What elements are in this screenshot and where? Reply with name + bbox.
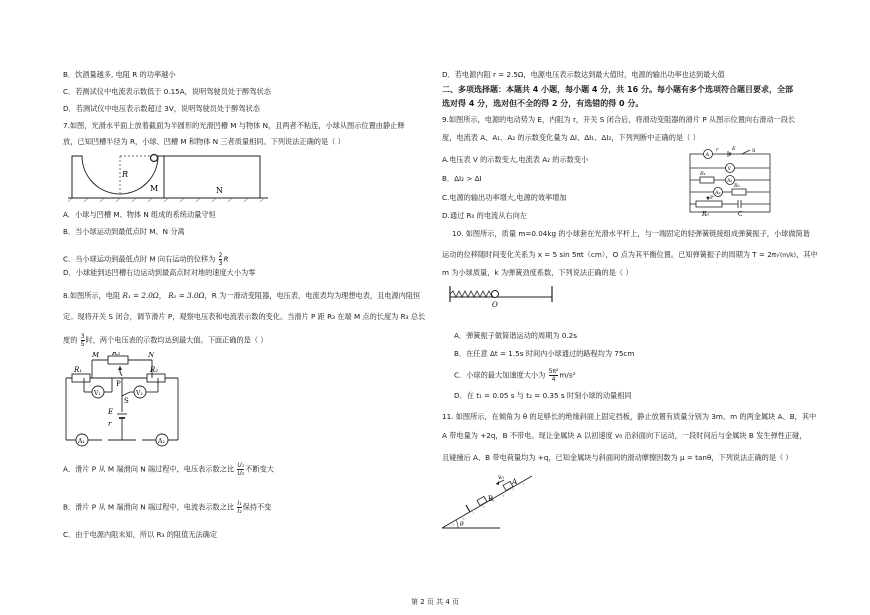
- svg-text:C: C: [738, 211, 743, 218]
- q8-option-d: D．若电源内阻 r = 2.5Ω，电源电压表示数达到最大值时，电源的输出功率也达到最大值: [442, 70, 725, 79]
- q8-stem-line3: 度的 $\frac{3}{5}$ 时，两个电压表的示数均达到最大值。下面正确的是（ ）: [63, 333, 268, 348]
- q9-stem-line2: 度，电流表 A、A₁、A₂ 的示数变化量为 ΔI、ΔI₁、ΔI₂，下列判断中正确的是（ ）: [442, 133, 700, 142]
- page-footer: 第 2 页 共 4 页: [410, 598, 460, 606]
- q6-option-d: D．若测试仪中电压表示数超过 3V，说明驾驶员处于醉驾状态: [63, 104, 260, 113]
- q11-stem-line2: A 带电量为 +2q，B 不带电。现让金属块 A 以初速度 v₀ 沿斜面向下运动，一段时间后与金属块 B 发生弹性正碰，: [442, 431, 807, 440]
- svg-text:A₁: A₁: [78, 438, 85, 445]
- q7-option-a: A．小球与凹槽 M、物体 N 组成的系统动量守恒: [63, 210, 216, 219]
- svg-text:E: E: [108, 408, 114, 416]
- q7-option-b: B．当小球运动到最低点时 M、N 分离: [63, 227, 185, 236]
- svg-text:A₁: A₁: [727, 178, 733, 184]
- q7-label-m: M: [150, 184, 159, 193]
- svg-text:R₁: R₁: [74, 366, 83, 374]
- q9-option-c: C.电源的输出功率增大,电源的效率增加: [442, 193, 567, 202]
- q7-stem-line2: 放，已知凹槽半径为 R，小球、凹槽 M 和物体 N 三者质量相同。下列说法正确的是（ ）: [63, 137, 345, 146]
- svg-text:S: S: [124, 397, 129, 405]
- q10-figure-spring: [448, 286, 560, 310]
- svg-text:θ: θ: [460, 521, 464, 528]
- q10-stem-line3: m 为小球质量，k 为弹簧劲度系数，下列说法正确的是（ ）: [442, 268, 633, 277]
- q10-option-c: C．小球的最大加速度大小为 $\frac{\text{5π²}}{4}$ m/s²: [454, 368, 576, 383]
- q11-stem-line1: 11. 如图所示，在倾角为 θ 的足够长的绝缘斜面上固定挡板，静止放置有质量分别为 3m、m 的两金属块 A、B，其中: [442, 412, 817, 421]
- svg-text:P: P: [116, 380, 121, 388]
- svg-text:V: V: [727, 166, 732, 172]
- svg-text:R₂: R₂: [734, 183, 740, 189]
- svg-text:A₂: A₂: [715, 190, 721, 196]
- q7-figure-groove: [68, 150, 268, 202]
- section2-heading-line1: 二、多项选择题：本题共 4 小题，每小题 4 分，共 16 分。每小题有多个选项符合题目要求，全部: [442, 85, 793, 94]
- svg-text:A: A: [705, 152, 710, 158]
- q10-stem-line2: 运动的位移随时间变化关系为 x = 5 sin 5πt（cm），O 点为其平衡位置。已知弹簧振子的周期为 T = 2π√(m/k)，其中: [442, 250, 818, 259]
- q9-figure-circuit: [686, 146, 774, 218]
- q10-option-a: A．弹簧振子做简谐运动的周期为 0.2s: [454, 331, 578, 340]
- section2-heading-line2: 选对得 4 分，选对但不全的得 2 分，有选错的得 0 分。: [442, 99, 644, 108]
- q7-label-r: R: [122, 170, 129, 179]
- svg-text:V₂: V₂: [136, 390, 143, 397]
- q7-stem-line1: 7.如图，光滑水平面上放着截面为半圆形的光滑凹槽 M 与物体 N，且两者不粘连，小球从图示位置由静止释: [63, 121, 405, 130]
- svg-text:R₀: R₀: [702, 211, 709, 218]
- q11-stem-line3: 且碰撞后 A、B 带电荷量均为 +q，已知金属块与斜面间的滑动摩擦因数为 μ = tanθ，下列说法正确的是（ ）: [442, 453, 793, 462]
- svg-text:v₀: v₀: [498, 474, 504, 481]
- q9-option-d: D.通过 R₀ 的电流从右向左: [442, 211, 527, 220]
- q6-option-b: B．饮酒量越多, 电阻 R 的功率越小: [63, 70, 176, 79]
- svg-text:O: O: [492, 301, 498, 309]
- q7-option-d: D．小球能到达凹槽右边运动到最高点时对地的速度大小为零: [63, 268, 256, 277]
- q9-option-b: B．ΔI₂ > ΔI: [442, 174, 482, 183]
- q7-c-frac-den: 3: [218, 260, 223, 267]
- svg-text:N: N: [148, 352, 155, 359]
- svg-text:S: S: [752, 148, 756, 154]
- q8-figure-circuit: [62, 352, 182, 452]
- svg-text:r: r: [716, 147, 719, 153]
- q8-stem-line2: 定。现将开关 S 闭合，调节滑片 P，观察电压表和电流表示数的变化。当滑片 P 距 R₃ 在端 M 点的长度为 R₃ 总长: [63, 312, 426, 321]
- q11-figure-incline: [440, 470, 540, 532]
- svg-text:r: r: [108, 420, 112, 428]
- svg-text:E: E: [732, 146, 736, 152]
- q7-option-c: C．当小球运动到最低点时 M 向右运动的位移为 $\frac{2}{3}$ R: [63, 252, 229, 267]
- svg-text:A₂: A₂: [158, 438, 165, 445]
- q7-label-n: N: [216, 186, 223, 195]
- q8-option-a: A．滑片 P 从 M 端滑向 N 端过程中，电压表示数之比 $\frac{\text{U₁}}{\text{U₂}}$ 不断变大: [63, 462, 274, 477]
- q7-c-frac-num: 2: [218, 252, 223, 259]
- svg-text:M: M: [92, 352, 100, 359]
- q10-stem-line1: 10. 如图所示，质量 m=0.04kg 的小球套在光滑水平杆上，与一端固定的轻弹簧链接组成弹簧振子，小球做简谐: [452, 229, 810, 238]
- svg-text:R₂: R₂: [150, 366, 159, 374]
- q8-option-b: B．滑片 P 从 M 端滑向 N 端过程中，电流表示数之比 $\frac{\text{I₁}}{\text{I₂}}$ 保持不变: [63, 500, 272, 515]
- svg-text:A: A: [512, 478, 518, 486]
- q8-stem-line1: 8.如图所示，电阻 R₁ = 2.0Ω， R₂ = 3.0Ω，R 为一滑动变阻器，电压表、电流表均为理想电表，且电源内阻恒: [63, 291, 421, 300]
- q10-option-b: B．在任意 Δt = 1.5s 时间内小球通过的路程均为 75cm: [454, 349, 635, 358]
- svg-text:R₃: R₃: [112, 352, 121, 357]
- svg-text:V₁: V₁: [94, 390, 101, 397]
- q8-option-c: C．由于电源内阻未知，所以 R₃ 的阻值无法确定: [63, 530, 218, 539]
- svg-text:B: B: [488, 495, 494, 503]
- q9-option-a: A.电压表 V 的示数变大,电流表 A₂ 的示数变小: [442, 155, 589, 164]
- q9-stem-line1: 9.如图所示，电源的电动势为 E，内阻为 r，开关 S 闭合后，将滑动变阻器的滑片 P 从图示位置向右滑动一段长: [442, 115, 796, 124]
- svg-text:P: P: [710, 195, 714, 201]
- svg-text:R₁: R₁: [700, 171, 706, 177]
- q10-option-d: D．在 t₁ = 0.05 s 与 t₂ = 0.35 s 时刻小球的动量相同: [454, 391, 632, 400]
- q6-option-c: C．若测试仪中电流表示数低于 0.15A，说明驾驶员处于醉驾状态: [63, 87, 271, 96]
